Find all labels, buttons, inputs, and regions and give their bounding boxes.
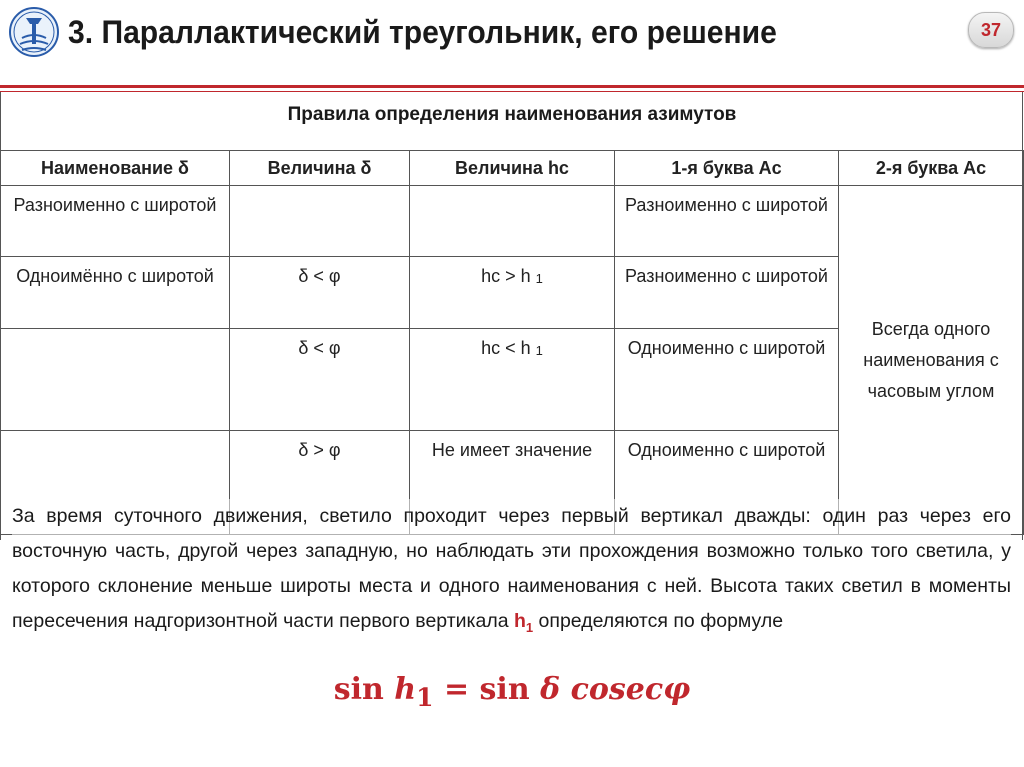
formula-subscript: 1 [416,683,434,712]
column-header: Величина δ [230,151,410,186]
cell-altitude-text: Не имеет значение [431,440,593,460]
cell-declination-name [1,329,230,431]
cell-altitude [410,329,615,431]
cell-altitude-subscript: 1 [535,343,543,358]
page-number-badge: 37 [968,12,1014,48]
table-row [1,186,1024,257]
paragraph-text: За время суточного движения, светило проходит через первый вертикал дважды: один раз через его восточную часть, другой через западную, но наблюдать эти прохождения возможно только того светила, у которого склонение меньше широты места и одного наименования с ней. Высота таких светил в моменты пересечения надгоризонтной части первого вертикала [12,505,1011,632]
cell-altitude-text: hc < h [481,338,536,358]
cell-second-letter: Всегда одного наименования с часовым углом [839,186,1024,535]
table-header-row [1,151,1024,186]
header-divider-thin [0,91,1024,92]
header-divider [0,85,1024,88]
formula-var: h [394,672,417,707]
university-emblem-icon [8,4,60,60]
formula-delta: δ [540,672,561,707]
cell-first-letter: Одноименно с широтой [615,431,839,535]
cell-declination-value [230,186,410,257]
column-header: Наименование δ [1,151,230,186]
table-caption: Правила определения наименования азимутов [287,104,737,125]
cell-first-letter: Одноименно с широтой [615,329,839,431]
altitude-letter: h [513,610,526,632]
formula-cosec: cosecφ [570,672,691,707]
cell-declination-name: Разноименно с широтой [1,186,230,257]
column-header: 2-я буква Ac [839,151,1024,186]
cell-declination-value: δ > φ [230,431,410,535]
formula-sin: sin [333,672,395,707]
cell-first-letter: Разноименно с широтой [615,186,839,257]
cell-declination-value: δ < φ [230,257,410,329]
cell-altitude-text: hc > h [481,266,536,286]
formula-equals: = sin [433,672,541,707]
column-header: Величина hc [410,151,615,186]
cell-declination-value: δ < φ [230,329,410,431]
formula-space [560,672,570,707]
cell-altitude [410,186,615,257]
page-title: 3. Параллактический треугольник, его решение [68,14,777,50]
cell-first-letter: Разноименно с широтой [615,257,839,329]
body-paragraph [12,499,1011,645]
azimuth-rules-table [0,150,1024,535]
paragraph-text-end: определяются по формуле [533,610,784,632]
cell-altitude-subscript: 1 [535,271,543,286]
formula [0,672,1024,712]
column-header: 1-я буква Ac [615,151,839,186]
cell-altitude [410,257,615,329]
altitude-symbol [513,610,534,635]
cell-declination-name: Одноимённо с широтой [1,257,230,329]
altitude-subscript: 1 [525,619,534,635]
